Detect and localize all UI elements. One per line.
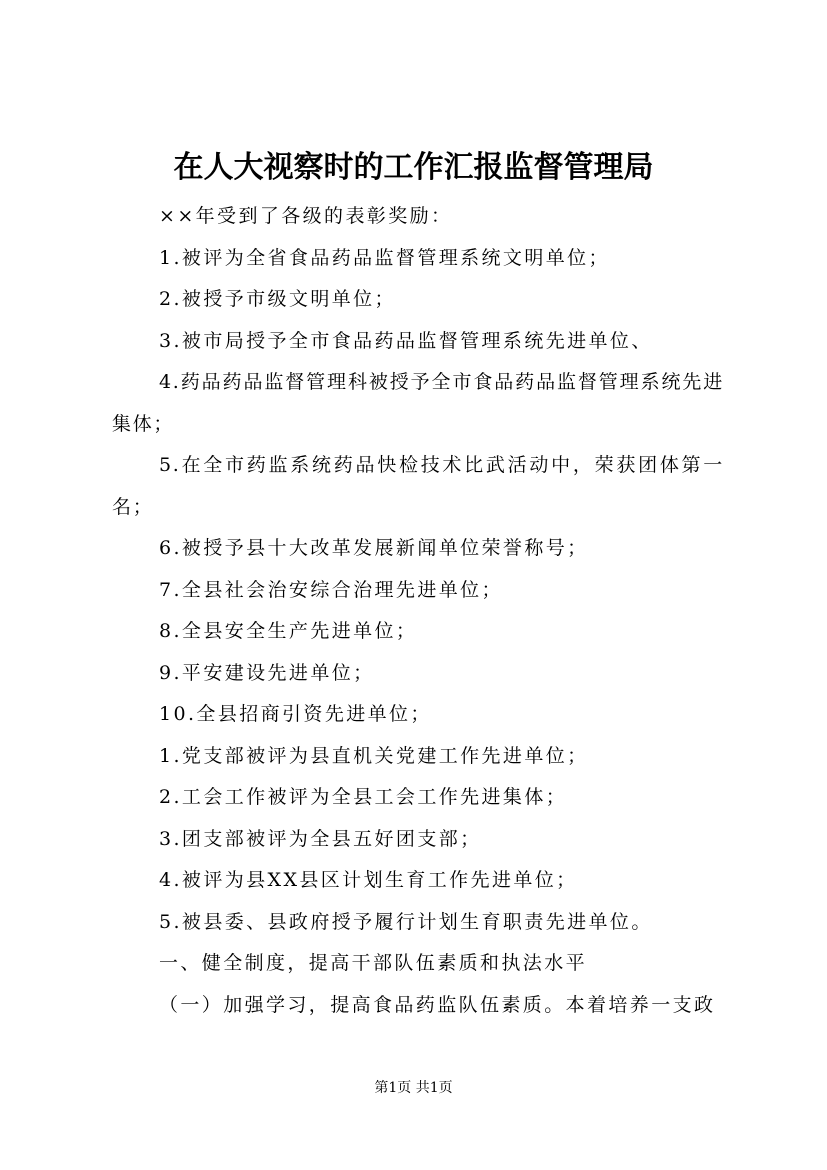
paragraph: 2.被授予市级文明单位；	[159, 288, 396, 310]
paragraph: 6.被授予县十大改革发展新闻单位荣誉称号；	[159, 537, 589, 559]
paragraph: 4.药品药品监督管理科被授予全市食品药品监督管理系统先进集体；	[112, 371, 724, 435]
paragraph: 1.被评为全省食品药品监督管理系统文明单位；	[159, 246, 610, 269]
paragraph: （一）加强学习，提高食品药监队伍素质。本着培养一支政	[159, 993, 716, 1016]
paragraph: ××年受到了各级的表彰奖励：	[159, 205, 453, 227]
paragraph: 5.被县委、县政府授予履行计划生育职责先进单位。	[159, 910, 653, 933]
paragraph: 8.全县安全生产先进单位；	[159, 620, 418, 642]
document-body	[112, 196, 724, 1026]
section-heading: 一、健全制度，提高干部队伍素质和执法水平	[159, 952, 588, 974]
paragraph: 3.团支部被评为全县五好团支部；	[159, 827, 482, 850]
paragraph: 5.在全市药监系统药品快检技术比武活动中，荣获团体第一名；	[112, 454, 724, 518]
paragraph: 10.全县招商引资先进单位；	[159, 703, 432, 725]
paragraph: 3.被市局授予全市食品药品监督管理系统先进单位、	[159, 329, 653, 352]
paragraph: 9.平安建设先进单位；	[159, 661, 375, 684]
paragraph: 7.全县社会治安综合治理先进单位；	[159, 578, 503, 601]
page-footer: 第1页 共1页	[374, 1080, 453, 1096]
document-title: 在人大视察时的工作汇报监督管理局	[173, 150, 654, 185]
paragraph: 4.被评为县XX县区计划生育工作先进单位；	[159, 869, 578, 891]
paragraph: 1.党支部被评为县直机关党建工作先进单位；	[159, 744, 589, 767]
paragraph: 2.工会工作被评为全县工会工作先进集体；	[159, 786, 568, 808]
